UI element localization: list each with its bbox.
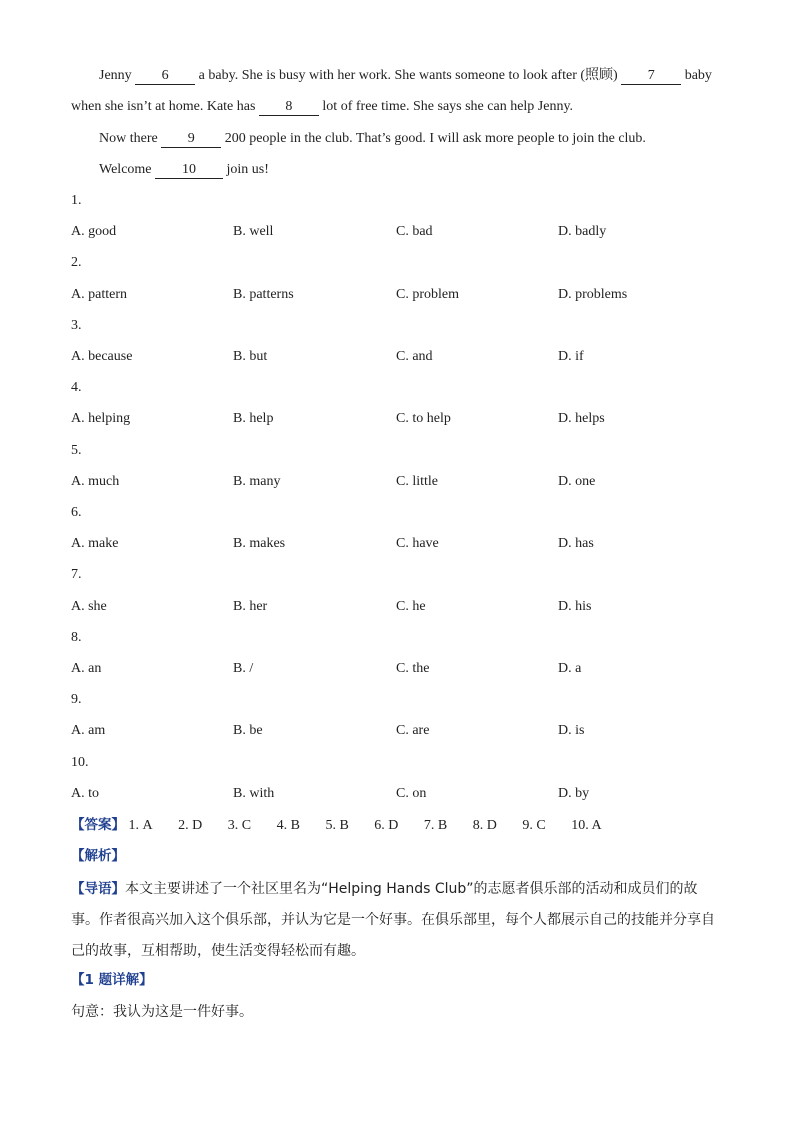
text: when she isn’t at home. Kate has [71,99,256,114]
text: lot of free time. She says she can help Jenny. [322,99,574,114]
text: Welcome [99,162,152,177]
option-d: D. one [558,474,596,489]
blank-6: 6 [135,68,195,85]
passage-line-2 [71,97,722,117]
option-a: A. am [71,723,106,738]
option-d: D. a [558,661,582,676]
option-a: A. much [71,474,120,489]
option-c: C. have [396,536,439,551]
question-number: 2. [71,255,82,270]
option-c: C. problem [396,287,459,302]
option-d: D. badly [558,224,607,239]
option-c: C. are [396,723,430,738]
question-number: 7. [71,567,82,582]
answer-item: 10. A [571,818,602,833]
analysis-label: 【解析】 [71,848,125,864]
option-a: A. she [71,599,107,614]
question-number: 5. [71,443,82,458]
question-number: 3. [71,318,82,333]
detail-text: 句意：我认为这是一件好事。 [71,1004,253,1020]
option-b: B. well [233,224,274,239]
answer-key [71,815,624,836]
intro-paragraph [71,874,723,967]
option-d: D. by [558,786,590,801]
passage-line-1 [99,66,722,86]
answer-item: 9. C [522,818,546,833]
option-c: C. to help [396,411,451,426]
text: Now there [99,131,158,146]
answer-item: 7. B [423,818,448,833]
option-d: D. has [558,536,594,551]
blank-9: 9 [161,131,221,148]
option-b: B. many [233,474,281,489]
option-c: C. and [396,349,433,364]
blank-7: 7 [621,68,681,85]
option-b: B. but [233,349,268,364]
question-number: 6. [71,505,82,520]
detail-label: 【1 题详解】 [71,972,153,988]
option-b: B. makes [233,536,286,551]
question-number: 10. [71,755,89,770]
option-b: B. / [233,661,254,676]
answer-item: 8. D [472,818,497,833]
option-b: B. be [233,723,263,738]
intro-label: 【导语】 [71,881,125,897]
text: a baby. She is busy with her work. She wants someone to look after (照顾) [198,68,618,83]
question-number: 4. [71,380,82,395]
answer-item: 3. C [227,818,252,833]
blank-8: 8 [259,99,319,116]
option-c: C. he [396,599,426,614]
option-a: A. because [71,349,133,364]
option-d: D. if [558,349,584,364]
answer-item: 5. B [325,818,349,833]
answer-item: 2. D [178,818,203,833]
option-c: C. the [396,661,430,676]
option-d: D. helps [558,411,605,426]
question-number: 9. [71,692,82,707]
question-number: 8. [71,630,82,645]
passage-line-4 [99,160,722,180]
option-b: B. patterns [233,287,294,302]
option-a: A. helping [71,411,131,426]
option-b: B. her [233,599,268,614]
answer-item: 6. D [374,818,399,833]
option-d: D. his [558,599,592,614]
text: Jenny [99,68,132,83]
option-d: D. problems [558,287,628,302]
option-b: B. with [233,786,275,801]
intro-text: 本文主要讲述了一个社区里名为“Helping Hands Club”的志愿者俱乐部的活动和成员们的故事。作者很高兴加入这个俱乐部，并认为它是一个好事。在俱乐部里，每个人都展示自己的技能并分享自己的故事，互相帮助，使生活变得轻松而有趣。 [71,881,715,959]
option-a: A. make [71,536,119,551]
blank-10: 10 [155,162,223,179]
text: join us! [226,162,269,177]
option-d: D. is [558,723,585,738]
text: 200 people in the club. That’s good. I will ask more people to join the club. [224,131,646,146]
answer-item: 4. B [276,818,300,833]
answer-label: 【答案】 [71,817,125,833]
option-c: C. bad [396,224,433,239]
option-a: A. pattern [71,287,127,302]
option-b: B. help [233,411,274,426]
text: baby [684,68,712,83]
option-a: A. to [71,786,99,801]
answer-item: 1. A [128,818,153,833]
option-a: A. good [71,224,117,239]
option-a: A. an [71,661,102,676]
passage-line-3 [99,129,722,149]
option-c: C. little [396,474,438,489]
option-c: C. on [396,786,427,801]
question-number: 1. [71,193,82,208]
